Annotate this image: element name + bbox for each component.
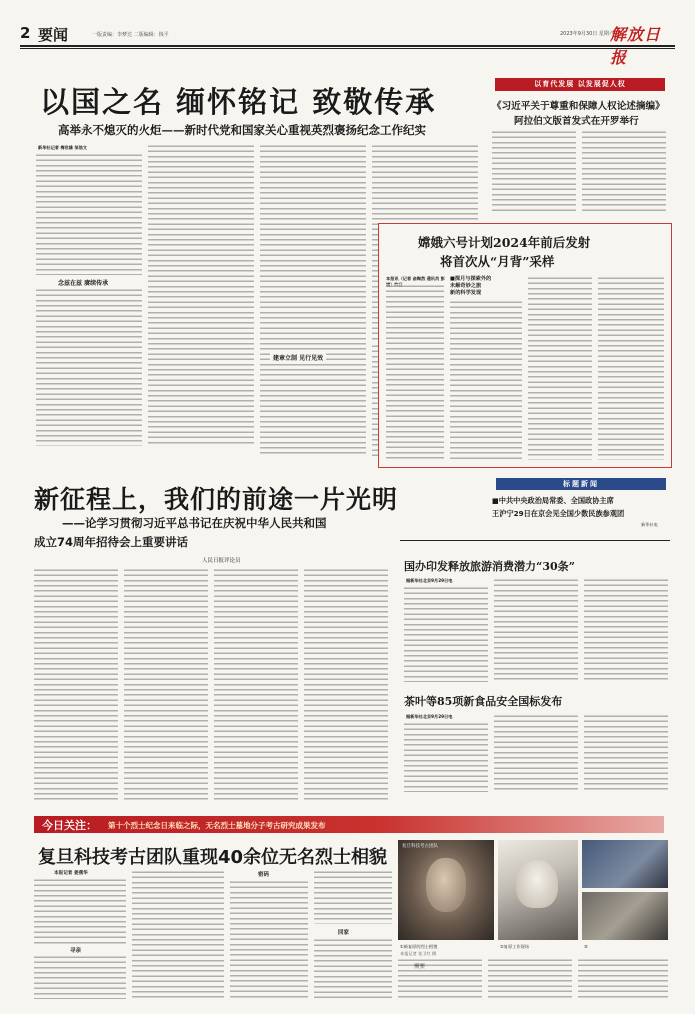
story7-heading-b: 密码 bbox=[258, 872, 270, 878]
story1-heading-a: 念兹在兹 赓续传承 bbox=[58, 280, 109, 287]
story7-title: 复旦科技考古团队重现40余位无名烈士相貌 bbox=[38, 847, 388, 868]
story4-col-2 bbox=[124, 568, 208, 802]
story3-lead-2: 未解奇妙之旅 bbox=[450, 283, 482, 289]
story3-col-4 bbox=[598, 276, 664, 460]
masthead-rule bbox=[20, 45, 675, 47]
story4-subtitle-2: 成立74周年招待会上重要讲话 bbox=[34, 535, 189, 549]
story3-col-2 bbox=[450, 300, 522, 460]
story6-col-1 bbox=[404, 722, 488, 792]
story3-lead-3: 新的科学发现 bbox=[450, 290, 482, 296]
story3-lead-1: ■探月与探索外的 bbox=[450, 276, 492, 282]
photo-right-top bbox=[582, 840, 668, 888]
story2-col-1 bbox=[492, 130, 576, 212]
story6-col-2 bbox=[494, 714, 578, 792]
news-kicker-rule bbox=[400, 540, 670, 541]
story7-heading-c: 回家 bbox=[338, 930, 350, 936]
story4-byline: 人民日报评论员 bbox=[202, 558, 241, 564]
story3-title-1: 嫦娥六号计划2024年前后发射 bbox=[418, 235, 591, 250]
story7-heading-a: 寻亲 bbox=[70, 948, 82, 954]
story4-title: 新征程上，我们的前途一片光明 bbox=[34, 485, 399, 514]
story7-byline: 本报记者 姜燕华 bbox=[54, 871, 88, 876]
story5-title: 国办印发释放旅游消费潜力“30条” bbox=[404, 560, 575, 573]
story7-col-4a bbox=[314, 870, 392, 924]
photo-credit: 本报记者 张卫红 摄 bbox=[400, 951, 437, 956]
story5-col-1 bbox=[404, 586, 488, 682]
story7-col-3 bbox=[230, 880, 308, 999]
photo-caption-a: ①新复原的烈士相貌 bbox=[400, 944, 438, 949]
page-number: 2 bbox=[20, 24, 31, 42]
story7-col-4b bbox=[314, 938, 392, 999]
photo-large bbox=[398, 840, 494, 940]
story1-col-2 bbox=[148, 144, 254, 446]
story1-col-1b bbox=[36, 288, 142, 446]
news-kicker-line1: ■中共中央政治局常委、全国政协主席 bbox=[492, 496, 614, 505]
story3-lead bbox=[450, 276, 522, 297]
story6-col-3 bbox=[584, 714, 668, 792]
story4-col-1 bbox=[34, 568, 118, 802]
story7-col-6 bbox=[488, 958, 572, 999]
story1-byline: 新华社记者 梅世雄 邹浩文 bbox=[38, 145, 87, 150]
photo-right-bottom bbox=[582, 892, 668, 940]
photo-top-caption: 复旦科技考古团队 bbox=[402, 844, 438, 849]
story7-col-2 bbox=[132, 870, 224, 999]
story1-subtitle: 高举永不熄灭的火炬——新时代党和国家关心重视英烈褒扬纪念工作纪实 bbox=[58, 123, 426, 137]
photo-caption-c: ③ bbox=[584, 944, 588, 949]
news-kicker-line2: 王沪宁29日在京会见全国少数民族参观团 bbox=[492, 509, 625, 518]
banner-text: 第十个烈士纪念日来临之际，无名烈士墓地分子考古研究成果发布 bbox=[108, 821, 326, 830]
story4-subtitle-1: ——论学习贯彻习近平总书记在庆祝中华人民共和国 bbox=[62, 516, 327, 530]
story7-col-1b bbox=[34, 955, 126, 999]
story2-col-2 bbox=[582, 130, 666, 212]
editors: 一版责编：李梦达 二版编辑：钱平 bbox=[92, 32, 169, 38]
banner-label: 今日关注： bbox=[42, 819, 97, 832]
masthead bbox=[20, 24, 675, 67]
story7-col-5 bbox=[398, 958, 482, 999]
photo-caption-b: ②复原工作现场 bbox=[500, 944, 529, 949]
story2-kicker bbox=[495, 78, 665, 91]
story5-col-2 bbox=[494, 578, 578, 682]
newspaper-logo: 解放日报 bbox=[610, 25, 662, 67]
story4-col-4 bbox=[304, 568, 388, 802]
story7-col-1a bbox=[34, 878, 126, 944]
section-name: 要闻 bbox=[38, 26, 69, 44]
story6-title: 茶叶等85项新食品安全国标发布 bbox=[404, 695, 563, 708]
masthead-rule-thin bbox=[20, 48, 675, 49]
story2-title-1: 《习近平关于尊重和保障人权论述摘编》 bbox=[492, 101, 665, 112]
story1-heading-b: 建章立制 见行见效 bbox=[270, 352, 326, 363]
story3-col-1 bbox=[386, 284, 444, 460]
story2-kicker-text: 以育代发展 以发展促人权 bbox=[534, 80, 626, 88]
news-kicker-label-text: 标题新闻 bbox=[563, 480, 599, 488]
skull-shape bbox=[516, 860, 558, 908]
story1-col-3 bbox=[260, 144, 366, 456]
story3-col-3 bbox=[528, 276, 592, 460]
story3-title-2: 将首次从“月背”采样 bbox=[440, 254, 555, 269]
issue-date: 2023年9月30日 星期六 bbox=[560, 31, 614, 37]
news-kicker-label bbox=[496, 478, 666, 490]
story3-byline: 本报讯（记者 俞陶然 通讯员 彭 bbox=[386, 276, 445, 281]
story7-col-7 bbox=[578, 958, 668, 999]
story2-title-2: 阿拉伯文版首发式在开罗举行 bbox=[514, 116, 639, 127]
story6-byline: 据新华社北京9月29日电 bbox=[406, 714, 453, 719]
story4-col-3 bbox=[214, 568, 298, 802]
photo-mid bbox=[498, 840, 578, 940]
photo-group bbox=[398, 840, 668, 950]
news-kicker-tag: 新华社电 bbox=[641, 522, 658, 527]
story5-byline: 据新华社北京9月29日电 bbox=[406, 578, 453, 583]
story1-title: 以国之名 缅怀铭记 致敬传承 bbox=[40, 85, 437, 119]
face-shape bbox=[426, 858, 466, 912]
story1-col-1 bbox=[36, 153, 142, 275]
story5-col-3 bbox=[584, 578, 668, 682]
